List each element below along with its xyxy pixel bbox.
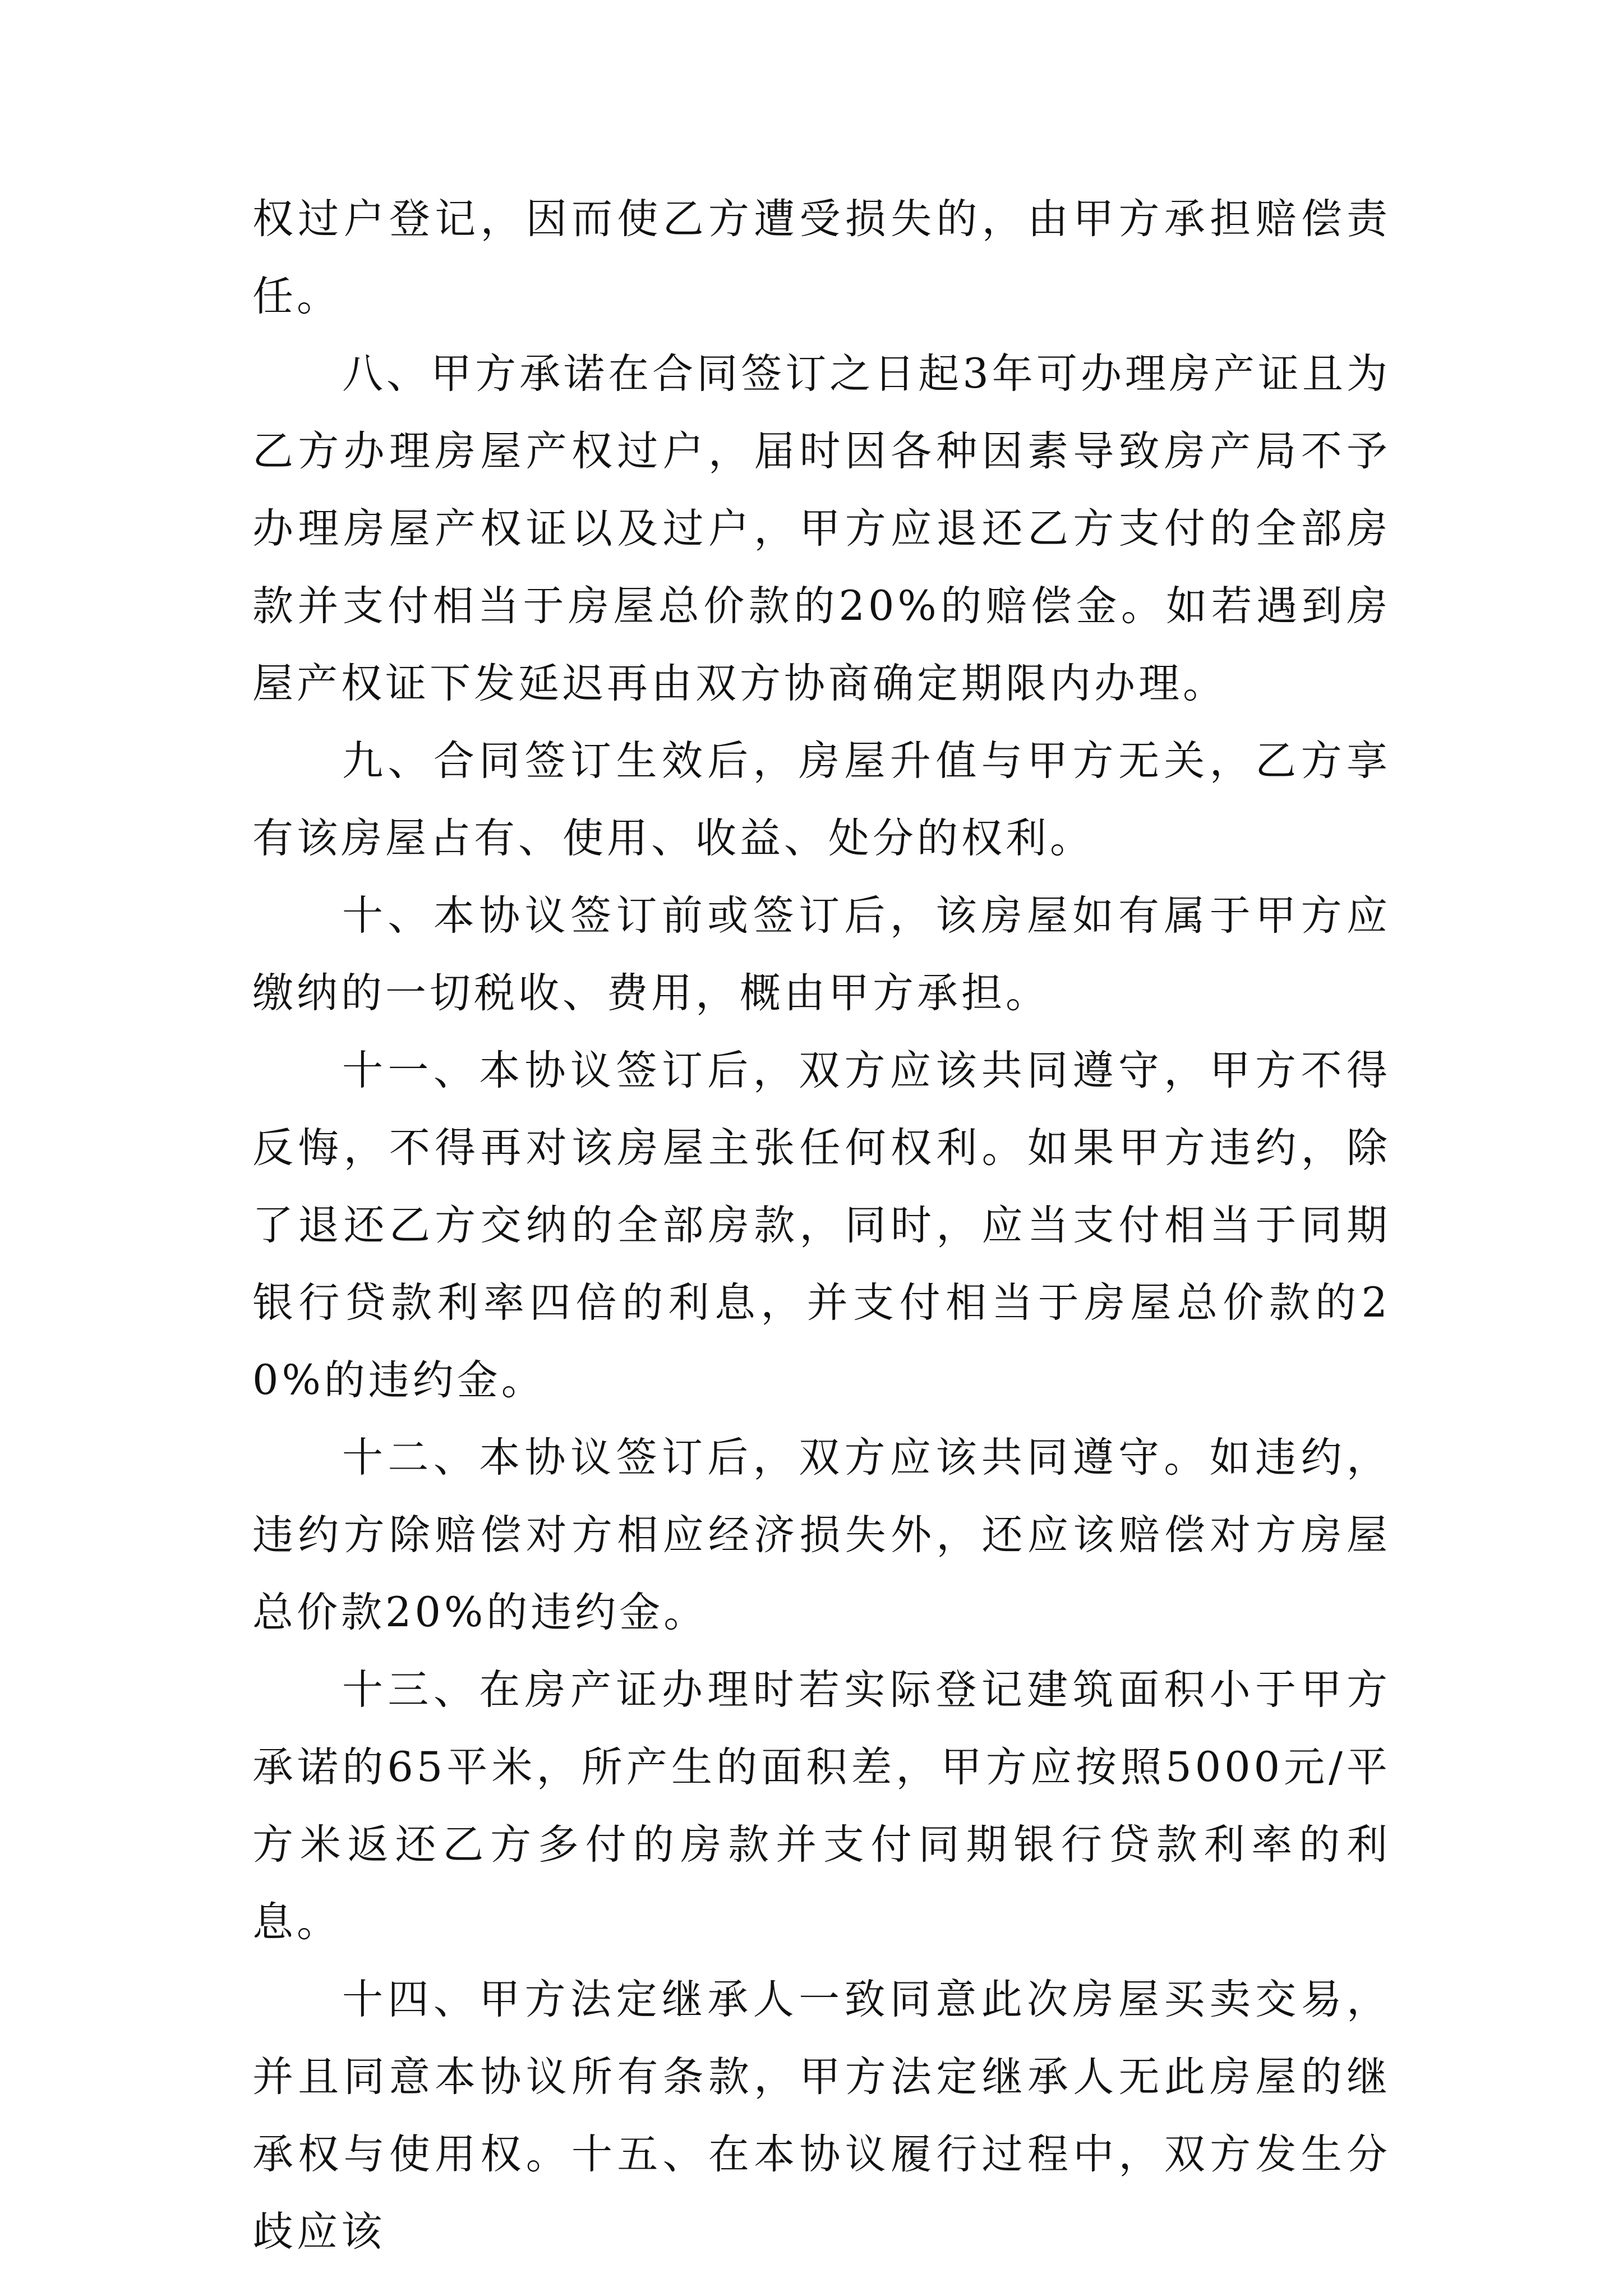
- paragraph-clause-10: 十、本协议签订前或签订后，该房屋如有属于甲方应缴纳的一切税收、费用，概由甲方承担。: [252, 892, 1391, 1017]
- paragraph-clause-13: 十三、在房产证办理时若实际登记建筑面积小于甲方承诺的65平米，所产生的面积差，甲方应按照5000元/平方米返还乙方多付的房款并支付同期银行贷款利率的利息。: [252, 1666, 1391, 1946]
- paragraph-clause-14: 十四、甲方法定继承人一致同意此次房屋买卖交易，并且同意本协议所有条款，甲方法定继承人无此房屋的继承权与使用权。十五、在本协议履行过程中，双方发生分歧应该: [252, 1976, 1391, 2256]
- paragraph-clause-9: 九、合同签订生效后，房屋升值与甲方无关，乙方享有该房屋占有、使用、收益、处分的权利。: [252, 737, 1391, 862]
- paragraph-clause-8: 八、甲方承诺在合同签订之日起3年可办理房产证且为乙方办理房屋产权过户，届时因各种因素导致房产局不予办理房屋产权证以及过户，甲方应退还乙方支付的全部房款并支付相当于房屋总价款的20%的赔偿金。如若遇到房屋产权证下发延迟再由双方协商确定期限内办理。: [252, 350, 1391, 707]
- paragraph-continuation: 权过户登记，因而使乙方遭受损失的，由甲方承担赔偿责任。: [252, 195, 1391, 320]
- paragraph-clause-11: 十一、本协议签订后，双方应该共同遵守，甲方不得反悔，不得再对该房屋主张任何权利。如果甲方违约，除了退还乙方交纳的全部房款，同时，应当支付相当于同期银行贷款利率四倍的利息，并支付相当于房屋总价款的20%的违约金。: [252, 1047, 1391, 1404]
- paragraph-clause-12: 十二、本协议签订后，双方应该共同遵守。如违约，违约方除赔偿对方相应经济损失外，还应该赔偿对方房屋总价款20%的违约金。: [252, 1434, 1391, 1636]
- contract-body: [252, 181, 1391, 2271]
